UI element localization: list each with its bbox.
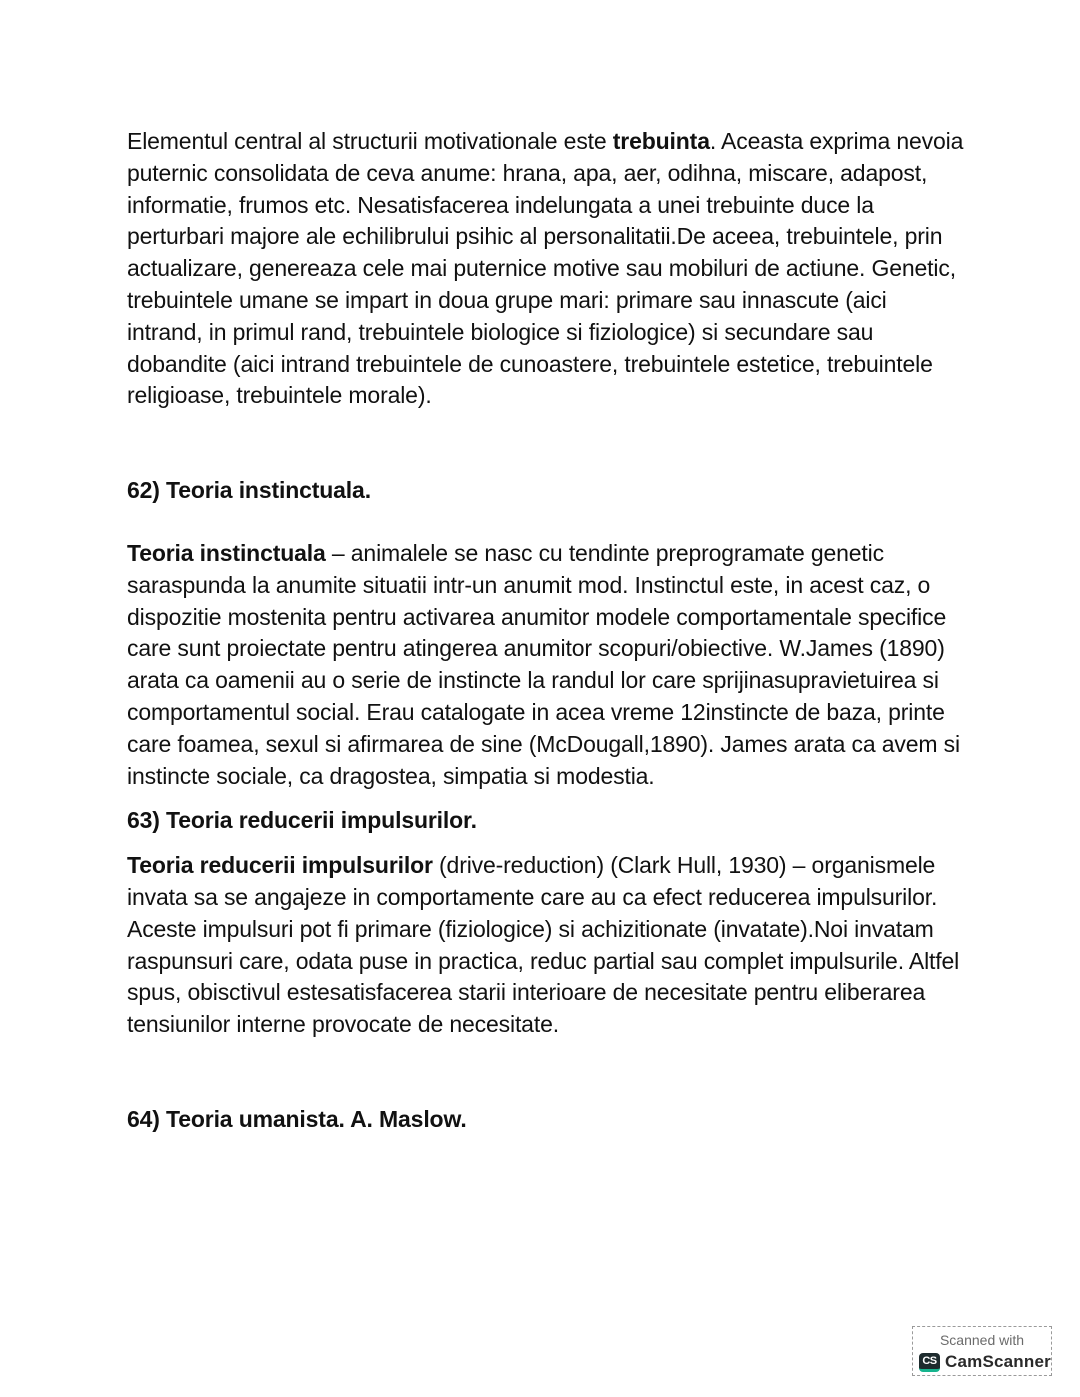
watermark-brand-row [919,1352,1051,1372]
watermark-brand-name: CamScanner [945,1352,1051,1371]
document-page [127,126,967,1136]
intro-bold-term: trebuinta [612,128,710,154]
watermark-caption: Scanned with [939,1332,1025,1348]
section-bold-lead: Teoria instinctuala [127,539,326,566]
section-heading-62: 62) Teoria instinctuala. [127,477,371,504]
section-paragraph-62 [127,538,967,792]
section-body: (drive-reduction) (Clark Hull, 1930) – organismele invata sa se angajeze in comportamente care au ca efect reducerea impulsurilor. Aceste impulsuri pot fi primare (fiziologice) si achizitionate (invatate).Noi invatam raspunsuri care, odata puse in practica, reduc partial sau complet impulsurile. Altfel spus, obisctivul estesatisfacerea starii interioare de necesitate pentru eliberarea tensiunilor interne provocate de necesitate. [127,852,960,1038]
intro-paragraph [127,126,967,412]
section-bold-lead: Teoria reducerii impulsurilor [127,852,433,879]
section-heading-63: 63) Teoria reducerii impulsurilor. [127,807,477,834]
section-paragraph-63 [127,850,967,1041]
camscanner-watermark [912,1326,1052,1376]
section-heading-64: 64) Teoria umanista. A. Maslow. [127,1105,467,1132]
section-body: – animalele se nasc cu tendinte preprogramate genetic saraspunda la anumite situatii intr-un anumit mod. Instinctul este, in acest caz, o dispozitie mostenita pentru activarea anumitor modele comportamentale specifice care sunt proiectate pentru atingerea anumitor scopuri/obiective. W.James (1890) arata ca oamenii au o serie de instincte la randul lor care sprijinasupravietuirea si comportamentul social. Erau catalogate in acea vreme 12instincte de baza, printe care foamea, sexul si afirmarea de sine (McDougall,1890). James arata ca avem si instincte sociale, ca dragostea, simpatia si modestia. [127,539,960,789]
intro-text-continued: . Aceasta exprima nevoia puternic consolidata de ceva anume: hrana, apa, aer, odihna, miscare, adapost, informatie, frumos etc. Nesatisfacerea indelungata a unei trebuinte duce la perturbari majore ale echilibrului psihic al personalitatii.De aceea, trebuintele, prin actualizare, genereaza cele mai puternice motive sau mobiluri de actiune. Genetic, trebuintele umane se impart in doua grupe mari: primare sau innascute (aici intrand, in primul rand, trebuintele biologice si fiziologice) si secundare sau dobandite (aici intrand trebuintele de cunoastere, trebuintele estetice, trebuintele religioase, trebuintele morale). [127,128,964,409]
camscanner-logo-icon: CS [919,1353,940,1372]
intro-text: Elementul central al structurii motivationale este [127,128,613,154]
